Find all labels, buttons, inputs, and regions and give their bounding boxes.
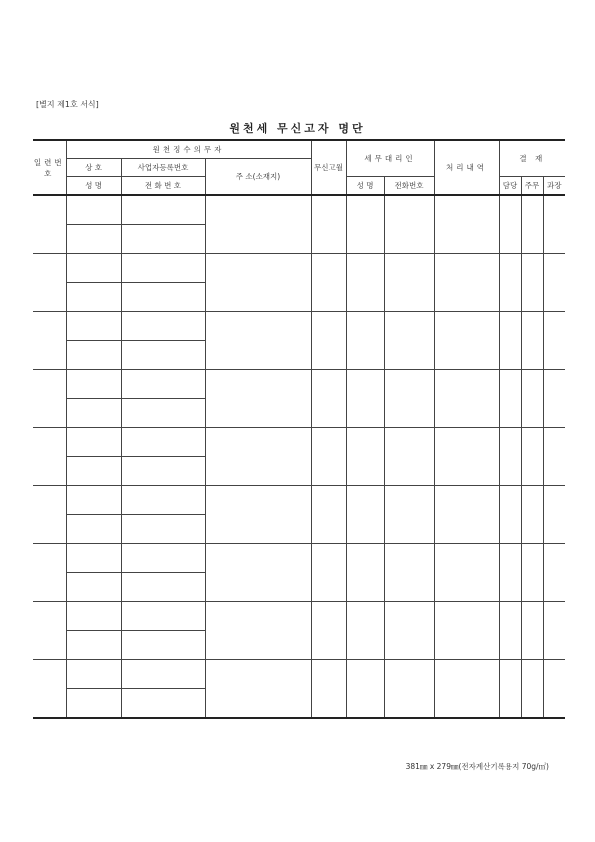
biz-reg-no-cell[interactable] — [121, 195, 205, 225]
table-row — [33, 195, 565, 225]
agent-name-cell[interactable] — [346, 602, 384, 660]
unfiled-month-cell[interactable] — [311, 312, 346, 370]
serial-cell[interactable] — [33, 486, 66, 544]
header-payer-group: 원천징수의무자 — [66, 140, 311, 159]
approval-head-cell[interactable] — [543, 486, 565, 544]
processing-cell[interactable] — [434, 254, 499, 312]
approval-staff-cell[interactable] — [499, 486, 521, 544]
approval-staff-cell[interactable] — [499, 428, 521, 486]
serial-cell[interactable] — [33, 660, 66, 719]
address-cell[interactable] — [205, 660, 311, 719]
table-row — [33, 660, 565, 689]
approval-head-cell[interactable] — [543, 370, 565, 428]
header-serial: 일련번호 — [33, 140, 66, 195]
processing-cell[interactable] — [434, 544, 499, 602]
processing-cell[interactable] — [434, 602, 499, 660]
unfiled-month-cell[interactable] — [311, 602, 346, 660]
header-phone: 전 화 번 호 — [121, 177, 205, 196]
serial-cell[interactable] — [33, 195, 66, 254]
agent-name-cell[interactable] — [346, 370, 384, 428]
approval-chief-cell[interactable] — [521, 660, 543, 719]
phone-cell[interactable] — [121, 283, 205, 312]
name-cell[interactable] — [66, 515, 121, 544]
agent-phone-cell[interactable] — [384, 254, 434, 312]
approval-head-cell[interactable] — [543, 195, 565, 254]
trade-name-cell[interactable] — [66, 254, 121, 283]
unfiled-month-cell[interactable] — [311, 254, 346, 312]
processing-cell[interactable] — [434, 660, 499, 719]
approval-head-cell[interactable] — [543, 428, 565, 486]
agent-name-cell[interactable] — [346, 486, 384, 544]
page-title: 원천세 무신고자 명단 — [229, 122, 366, 135]
approval-chief-cell[interactable] — [521, 544, 543, 602]
header-agent-name: 성 명 — [346, 177, 384, 196]
agent-name-cell[interactable] — [346, 254, 384, 312]
approval-chief-cell[interactable] — [521, 195, 543, 254]
address-cell[interactable] — [205, 544, 311, 602]
name-cell[interactable] — [66, 689, 121, 719]
phone-cell[interactable] — [121, 399, 205, 428]
biz-reg-no-cell[interactable] — [121, 544, 205, 573]
biz-reg-no-cell[interactable] — [121, 254, 205, 283]
biz-reg-no-cell[interactable] — [121, 370, 205, 399]
header-approval-head: 과장 — [543, 177, 565, 196]
agent-phone-cell[interactable] — [384, 370, 434, 428]
name-cell[interactable] — [66, 225, 121, 254]
unfiled-month-cell[interactable] — [311, 195, 346, 254]
address-cell[interactable] — [205, 370, 311, 428]
table-row — [33, 254, 565, 283]
name-cell[interactable] — [66, 341, 121, 370]
address-cell[interactable] — [205, 602, 311, 660]
header-agent-group: 세무대리인 — [346, 140, 434, 177]
phone-cell[interactable] — [121, 689, 205, 719]
processing-cell[interactable] — [434, 428, 499, 486]
table-row — [33, 312, 565, 341]
unfiled-month-cell[interactable] — [311, 544, 346, 602]
approval-chief-cell[interactable] — [521, 254, 543, 312]
approval-chief-cell[interactable] — [521, 370, 543, 428]
approval-staff-cell[interactable] — [499, 660, 521, 719]
biz-reg-no-cell[interactable] — [121, 486, 205, 515]
header-trade-name: 상 호 — [66, 159, 121, 177]
trade-name-cell[interactable] — [66, 370, 121, 399]
form-label: [별지 제1호 서식] — [36, 100, 99, 109]
agent-name-cell[interactable] — [346, 660, 384, 719]
unfiled-month-cell[interactable] — [311, 660, 346, 719]
approval-staff-cell[interactable] — [499, 370, 521, 428]
approval-staff-cell[interactable] — [499, 602, 521, 660]
header-agent-phone: 전화번호 — [384, 177, 434, 196]
unfiled-taxpayer-table — [33, 139, 565, 719]
name-cell[interactable] — [66, 457, 121, 486]
header-unfiled-month: 무신고월 — [311, 140, 346, 195]
phone-cell[interactable] — [121, 457, 205, 486]
agent-phone-cell[interactable] — [384, 312, 434, 370]
agent-phone-cell[interactable] — [384, 486, 434, 544]
address-cell[interactable] — [205, 195, 311, 254]
name-cell[interactable] — [66, 283, 121, 312]
agent-name-cell[interactable] — [346, 428, 384, 486]
table-row — [33, 428, 565, 457]
approval-head-cell[interactable] — [543, 602, 565, 660]
agent-phone-cell[interactable] — [384, 195, 434, 254]
trade-name-cell[interactable] — [66, 312, 121, 341]
approval-chief-cell[interactable] — [521, 486, 543, 544]
table-row — [33, 602, 565, 631]
agent-phone-cell[interactable] — [384, 602, 434, 660]
approval-chief-cell[interactable] — [521, 602, 543, 660]
header-processing: 처리내역 — [434, 140, 499, 195]
processing-cell[interactable] — [434, 195, 499, 254]
biz-reg-no-cell[interactable] — [121, 312, 205, 341]
address-cell[interactable] — [205, 254, 311, 312]
processing-cell[interactable] — [434, 312, 499, 370]
approval-chief-cell[interactable] — [521, 312, 543, 370]
approval-head-cell[interactable] — [543, 254, 565, 312]
biz-reg-no-cell[interactable] — [121, 602, 205, 631]
phone-cell[interactable] — [121, 515, 205, 544]
header-address: 주 소(소재지) — [205, 159, 311, 196]
header-approval-group: 결 재 — [499, 140, 565, 177]
agent-name-cell[interactable] — [346, 312, 384, 370]
approval-chief-cell[interactable] — [521, 428, 543, 486]
header-approval-chief: 주무 — [521, 177, 543, 196]
address-cell[interactable] — [205, 312, 311, 370]
agent-name-cell[interactable] — [346, 195, 384, 254]
trade-name-cell[interactable] — [66, 602, 121, 631]
agent-phone-cell[interactable] — [384, 428, 434, 486]
unfiled-month-cell[interactable] — [311, 428, 346, 486]
approval-staff-cell[interactable] — [499, 254, 521, 312]
serial-cell[interactable] — [33, 544, 66, 602]
phone-cell[interactable] — [121, 631, 205, 660]
trade-name-cell[interactable] — [66, 428, 121, 457]
approval-staff-cell[interactable] — [499, 195, 521, 254]
name-cell[interactable] — [66, 631, 121, 660]
phone-cell[interactable] — [121, 341, 205, 370]
agent-name-cell[interactable] — [346, 544, 384, 602]
name-cell[interactable] — [66, 573, 121, 602]
trade-name-cell[interactable] — [66, 544, 121, 573]
approval-head-cell[interactable] — [543, 544, 565, 602]
unfiled-month-cell[interactable] — [311, 370, 346, 428]
table-row — [33, 544, 565, 573]
table-row — [33, 486, 565, 515]
unfiled-month-cell[interactable] — [311, 486, 346, 544]
approval-head-cell[interactable] — [543, 660, 565, 719]
processing-cell[interactable] — [434, 370, 499, 428]
serial-cell[interactable] — [33, 370, 66, 428]
phone-cell[interactable] — [121, 573, 205, 602]
header-approval-staff: 담당 — [499, 177, 521, 196]
header-name: 성 명 — [66, 177, 121, 196]
trade-name-cell[interactable] — [66, 660, 121, 689]
header-biz-reg-no: 사업자등록번호 — [121, 159, 205, 177]
approval-staff-cell[interactable] — [499, 544, 521, 602]
table-row — [33, 370, 565, 399]
trade-name-cell[interactable] — [66, 486, 121, 515]
serial-cell[interactable] — [33, 428, 66, 486]
trade-name-cell[interactable] — [66, 195, 121, 225]
serial-cell[interactable] — [33, 602, 66, 660]
agent-phone-cell[interactable] — [384, 660, 434, 719]
biz-reg-no-cell[interactable] — [121, 428, 205, 457]
serial-cell[interactable] — [33, 254, 66, 312]
processing-cell[interactable] — [434, 486, 499, 544]
address-cell[interactable] — [205, 486, 311, 544]
biz-reg-no-cell[interactable] — [121, 660, 205, 689]
paper-spec-footer: 381㎜ x 279㎜(전자계산기록용지 70g/㎡) — [405, 762, 549, 771]
approval-head-cell[interactable] — [543, 312, 565, 370]
phone-cell[interactable] — [121, 225, 205, 254]
agent-phone-cell[interactable] — [384, 544, 434, 602]
name-cell[interactable] — [66, 399, 121, 428]
approval-staff-cell[interactable] — [499, 312, 521, 370]
serial-cell[interactable] — [33, 312, 66, 370]
address-cell[interactable] — [205, 428, 311, 486]
